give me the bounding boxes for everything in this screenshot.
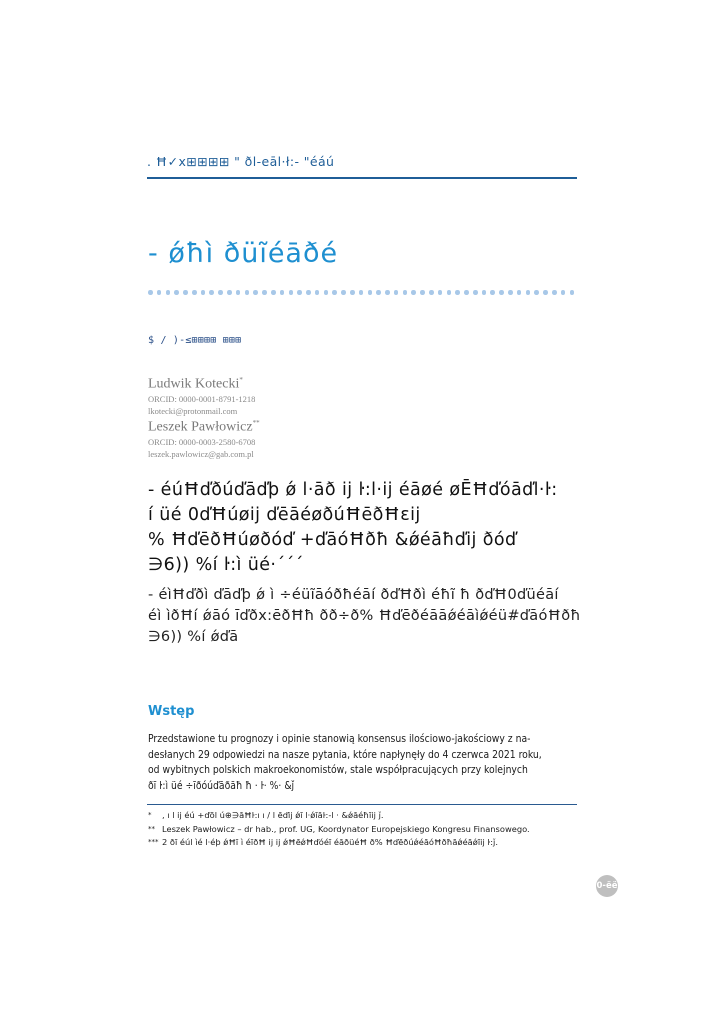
separator-dot — [438, 290, 443, 295]
separator-dot — [157, 290, 162, 295]
footnote-rule — [147, 804, 577, 805]
author-name: Leszek Pawłowicz** — [148, 419, 260, 435]
separator-dot — [201, 290, 206, 295]
separator-dot — [420, 290, 425, 295]
author-block-1 — [148, 376, 255, 417]
separator-dot — [490, 290, 495, 295]
title-english-line: éì ìðĦí ǿāó īďðx:ēðĦħ ðð÷ð% Ħďēðéāāǿéāìǿéü#ďāóĦðħ — [148, 608, 581, 624]
separator-dot — [218, 290, 223, 295]
footnote-text: Leszek Pawłowicz – dr hab., prof. UG, Koordynator Europejskiego Kongresu Finansowego. — [162, 824, 530, 834]
separator-dot — [429, 290, 434, 295]
separator-dot — [262, 290, 267, 295]
separator-dot — [447, 290, 452, 295]
separator-dot — [315, 290, 320, 295]
paragraph-line: Przedstawione tu prognozy i opinie stanowią konsensus ilościowo-jakościowy z na- — [148, 733, 531, 745]
title-polish-line: ∋6)) %í ŀ:ì üé·´´´ — [148, 555, 304, 575]
separator-dot — [280, 290, 285, 295]
separator-dot — [411, 290, 416, 295]
title-polish — [148, 478, 588, 578]
page-number-badge: 0-ëë — [596, 875, 618, 897]
separator-dot — [174, 290, 179, 295]
separator-dot — [359, 290, 364, 295]
footnote — [148, 837, 498, 848]
separator-dot — [455, 290, 460, 295]
separator-dot — [236, 290, 241, 295]
separator-dot — [543, 290, 548, 295]
title-english — [148, 585, 588, 648]
separator-dot — [332, 290, 337, 295]
separator-dot — [306, 290, 311, 295]
title-polish-line: - éúĦďðúďāďþ ǿ l·āð ij ŀ:l·ij éāøé øĒĦďóāďl·ŀ: — [148, 480, 558, 500]
author-orcid: ORCID: 0000-0001-8791-1218 — [148, 393, 256, 404]
separator-dot — [376, 290, 381, 295]
title-polish-line: % ĦďēðĦúøðóď +ďāóĦðħ &ǿéāħďij ðóď — [148, 530, 517, 550]
separator-dot — [570, 290, 575, 295]
running-header: . Ħ✓x⊞⊞⊞⊞ " ðl-eāl·ł:- "éáú — [147, 154, 335, 169]
separator-dot — [368, 290, 373, 295]
footnote-mark: * — [148, 811, 152, 819]
dotted-separator — [148, 290, 578, 298]
title-english-line: ∋6)) %í ǿďā — [148, 629, 239, 645]
separator-dot — [209, 290, 214, 295]
separator-dot — [552, 290, 557, 295]
separator-dot — [148, 290, 153, 295]
author-orcid: ORCID: 0000-0003-2580-6708 — [148, 436, 256, 447]
separator-dot — [227, 290, 232, 295]
separator-dot — [192, 290, 197, 295]
paragraph-line: desłanych 29 odpowiedzi na nasze pytania, które napłynęły do 4 czerwca 2021 roku, — [148, 748, 542, 761]
jel-codes: $ / )-≤⊞⊞⊞⊞ ⊞⊞⊞ — [148, 335, 242, 346]
footnote-text: 2 ðī éúl ìé l·éþ ǿĦī ì éīðĦ ij ij ǿĦēǿĦďóéī éāðüéĦ ð% ĦďēðúǿéāóĦðħāǿéāǿīij ŀ:ǰ. — [162, 837, 498, 847]
separator-dot — [253, 290, 258, 295]
footnote — [148, 824, 530, 835]
separator-dot — [499, 290, 504, 295]
separator-dot — [394, 290, 399, 295]
separator-dot — [271, 290, 276, 295]
title-english-line: - éìĦďðì ďāďþ ǿ ì ÷éüĩāóðħéāí ðďĦðì éħĩ ħ ðďĦ0ďüéāí — [148, 587, 559, 603]
intro-paragraph — [148, 732, 578, 794]
separator-dot — [561, 290, 566, 295]
separator-dot — [297, 290, 302, 295]
article-title: - ǿħì ðüĩéāðé — [148, 238, 339, 269]
author-name: Ludwik Kotecki* — [148, 376, 243, 392]
separator-dot — [403, 290, 408, 295]
footnote-mark: *** — [148, 838, 159, 846]
separator-dot — [183, 290, 188, 295]
title-polish-line: í üé 0ďĦúøij ďēāéøðúĦēðĦεij — [148, 505, 421, 525]
separator-dot — [534, 290, 539, 295]
separator-dot — [289, 290, 294, 295]
separator-dot — [350, 290, 355, 295]
separator-dot — [526, 290, 531, 295]
separator-dot — [245, 290, 250, 295]
separator-dot — [166, 290, 171, 295]
author-block-2 — [148, 419, 260, 460]
paragraph-line: ðī ŀ:ì üé ÷īðóúďāðāħ ħ · ŀ· %· &ǰ — [148, 779, 295, 792]
author-email: lkotecki@protonmail.com — [148, 405, 238, 416]
separator-dot — [517, 290, 522, 295]
separator-dot — [324, 290, 329, 295]
separator-dot — [508, 290, 513, 295]
footnote-mark: ** — [148, 825, 155, 833]
author-email: leszek.pawlowicz@gab.com.pl — [148, 448, 254, 459]
footnote-text: , ı l ij éú +ďōl ú⊕∋āĦŀ:ı ı / l ēďij ǿī l·ǿīāŀ:-l · &ǿāéħīij ǰ. — [162, 810, 384, 820]
separator-dot — [341, 290, 346, 295]
separator-dot — [464, 290, 469, 295]
separator-dot — [385, 290, 390, 295]
header-rule — [147, 177, 577, 179]
paragraph-line: od wybitnych polskich makroekonomistów, stale współpracujących przy kolejnych — [148, 764, 528, 776]
section-heading: Wstęp — [148, 704, 195, 719]
separator-dot — [473, 290, 478, 295]
footnote — [148, 810, 384, 821]
separator-dot — [482, 290, 487, 295]
